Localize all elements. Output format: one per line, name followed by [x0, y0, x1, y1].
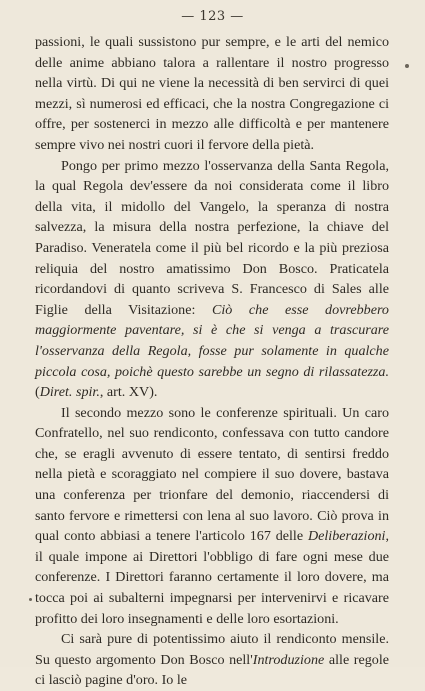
text-run: passioni, le quali sussistono pur sempre, e le arti del nemico delle anime abbiano talora a rallentare il nostro progresso nella virtù. Di qui ne viene la necessità di ben servirci di quei mezzi, sì numerosi ed efficaci, che la nostra Congregazione ci offre, per sostenerci in mezzo alle difficoltà e per mantenere sempre vivo nei nostri cuori il fervore della pietà. [35, 34, 389, 153]
body-text [35, 32, 389, 691]
margin-mark [29, 598, 32, 601]
italic-text: Ciò che esse dovrebbero maggiormente paventare, si è che si venga a trascurare l'osservanza della Regola, fosse pur solamente in qualche piccola cosa, poichè questo sarebbe un segno di rilassatezza. [35, 301, 389, 380]
text-run: ( [35, 384, 40, 401]
italic-text: Introduzione [252, 651, 325, 668]
text-run: alle regole ci lasciò pagine d'oro. Io le [35, 651, 389, 689]
text-run: , il quale impone ai Direttori l'obbligo di fare ogni mese due conferenze. I Direttori faranno certamente il loro dovere, ma tocca poi ai subalterni impegnarsi per intervenirvi e ricavare profitto dei loro insegnamenti e delle loro esortazioni. [35, 528, 389, 627]
text-run: Il secondo mezzo sono le conferenze spirituali. Un caro Confratello, nel suo rendiconto, confessava con tutto candore che, se eragli avvenuto di essere tentato, di sentirsi freddo nella pietà e scoraggiato nel compiere il suo dovere, bastava una conferenza per trionfare del demonio, riaccendersi di santo fervore e rimettersi con lena al suo lavoro. Ciò prova in qual conto abbiasi a tenere l'articolo 167 delle [35, 404, 389, 545]
text-run: Ci sarà pure di potentissimo aiuto il rendiconto mensile. Su questo argomento Don Bosco nell' [35, 631, 389, 668]
text-run: , art. XV). [99, 384, 158, 401]
page-number: — 123 — [181, 9, 244, 24]
text-run: Pongo per primo mezzo l'osservanza della Santa Regola, la qual Regola dev'essere da noi considerata come il libro della vita, il midollo del Vangelo, la speranza di nostra salvezza, la misura della nostra perfezione, la chiave del Paradiso. Veneratela come il più bel ricordo e la più preziosa reliquia del nostro amatissimo Don Bosco. Praticatela ricordandovi di quanto scriveva S. Francesco di Sales alle Figlie della Visitazione: [35, 157, 389, 318]
italic-text: Deliberazioni [307, 528, 386, 545]
margin-mark [405, 64, 409, 68]
paragraph [35, 32, 389, 156]
paragraph [35, 403, 389, 630]
italic-text: Diret. spir. [39, 384, 100, 401]
paragraph [35, 629, 389, 691]
paragraph [35, 156, 389, 403]
